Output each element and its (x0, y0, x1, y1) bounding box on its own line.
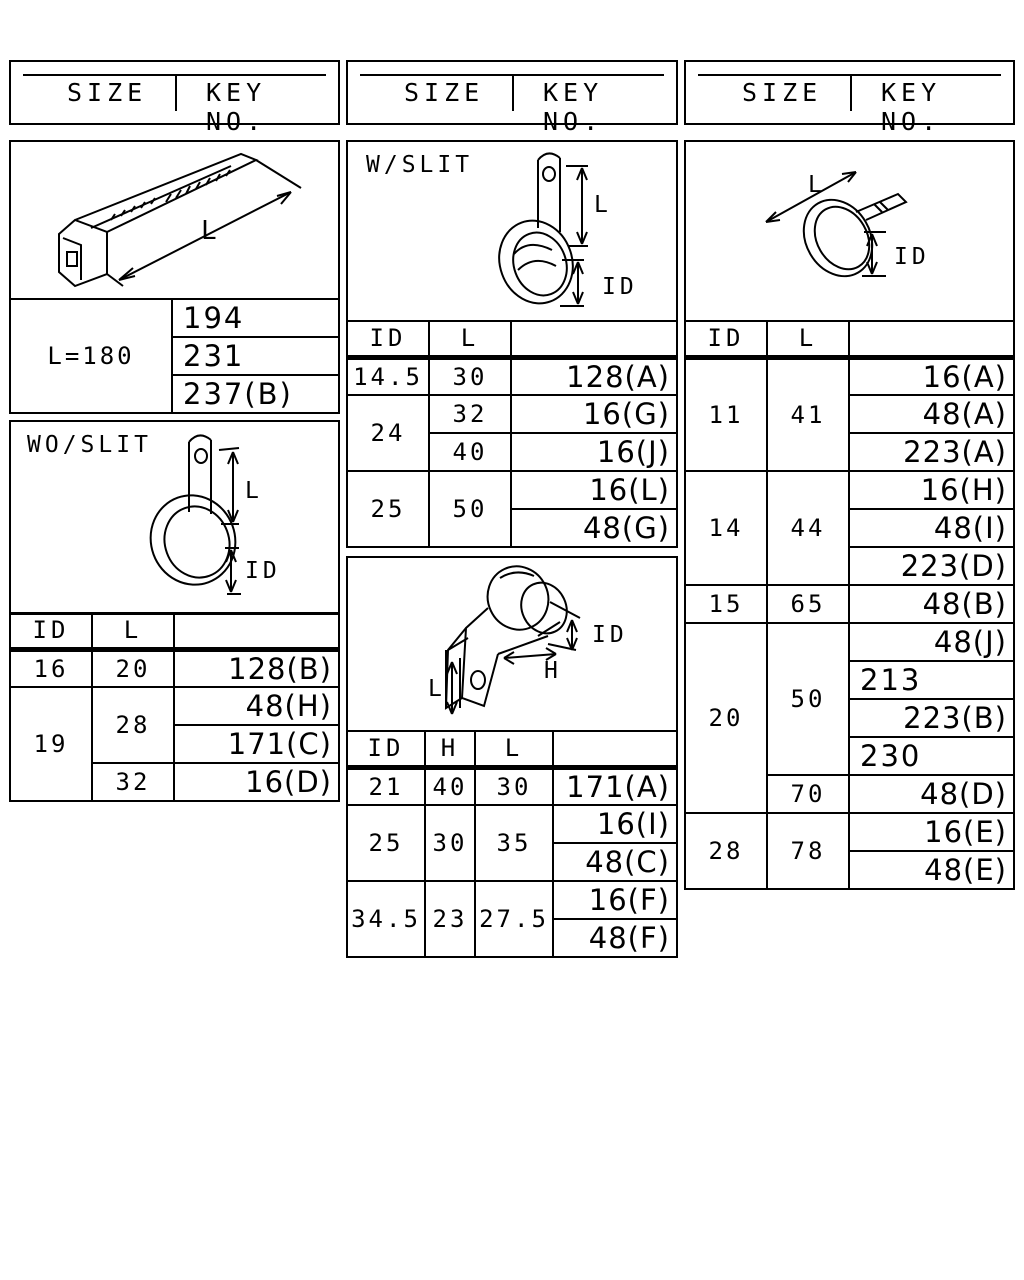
key-cell: 171(A) (553, 767, 677, 805)
l-cell: 20 (92, 649, 174, 687)
col-header-l: L (429, 321, 511, 357)
l-cell: 70 (767, 775, 849, 813)
id-cell: 14.5 (347, 357, 429, 395)
id-cell: 11 (685, 357, 767, 471)
col-header-key (511, 321, 677, 357)
key-cell: 16(G) (511, 395, 677, 433)
key-cell: 48(G) (511, 509, 677, 547)
col-header-h: H (425, 731, 475, 767)
key-cell: 223(A) (849, 433, 1014, 471)
wo-slit-table (9, 612, 340, 802)
cable-tie-drawing (11, 142, 342, 302)
size-header: SIZE (742, 78, 823, 107)
id-cell: 20 (685, 623, 767, 813)
dim-label-l: L (245, 478, 263, 504)
col-header-id: ID (10, 613, 92, 649)
key-no-header: KEY NO. (206, 78, 267, 136)
size-header: SIZE (67, 78, 148, 107)
id-cell: 25 (347, 471, 429, 547)
wo-slit-title: WO/SLIT (27, 432, 152, 458)
key-cell: 48(B) (849, 585, 1014, 623)
dim-label-l: L (428, 676, 446, 702)
key-cell: 230 (849, 737, 1014, 775)
id-cell: 15 (685, 585, 767, 623)
key-cell: 16(H) (849, 471, 1014, 509)
h-cell: 23 (425, 881, 475, 957)
l-cell: 30 (475, 767, 553, 805)
key-cell: 16(F) (553, 881, 677, 919)
l-cell: 30 (429, 357, 511, 395)
w-slit-table (346, 320, 678, 548)
saddle-clamp-figure (346, 556, 678, 732)
col-header-key (174, 613, 339, 649)
id-cell: 14 (685, 471, 767, 585)
l-cell: 44 (767, 471, 849, 585)
key-cell: 16(A) (849, 357, 1014, 395)
dim-label-h: H (544, 658, 562, 684)
l-cell: 32 (429, 395, 511, 433)
header-col2 (346, 60, 678, 136)
key-cell: 171(C) (174, 725, 339, 763)
key-no-header: KEY NO. (543, 78, 604, 136)
key-cell: 48(J) (849, 623, 1014, 661)
ring-clamp-drawing (686, 142, 1017, 324)
key-cell: 231 (172, 337, 339, 375)
l-cell: 35 (475, 805, 553, 881)
dim-label-l: L (808, 172, 826, 198)
key-cell: 48(I) (849, 509, 1014, 547)
l-cell: 50 (429, 471, 511, 547)
key-cell: 16(I) (553, 805, 677, 843)
id-cell: 34.5 (347, 881, 425, 957)
header-col1 (9, 60, 340, 136)
col-header-l: L (767, 321, 849, 357)
key-cell: 16(L) (511, 471, 677, 509)
l-cell: 40 (429, 433, 511, 471)
key-cell: 48(F) (553, 919, 677, 957)
wo-slit-clamp-drawing (11, 422, 342, 617)
dim-label-id: ID (592, 622, 628, 648)
ring-clamp-figure (684, 140, 1015, 322)
id-cell: 16 (10, 649, 92, 687)
l-cell: 50 (767, 623, 849, 775)
saddle-clamp-drawing (348, 558, 680, 734)
key-cell: 128(A) (511, 357, 677, 395)
key-cell: 48(E) (849, 851, 1014, 889)
dim-label-l: L (201, 216, 221, 246)
header-col3 (684, 60, 1015, 136)
l-cell: 32 (92, 763, 174, 801)
dim-label-id: ID (894, 244, 930, 270)
key-cell: 128(B) (174, 649, 339, 687)
col-header-id: ID (347, 321, 429, 357)
id-cell: 21 (347, 767, 425, 805)
id-cell: 25 (347, 805, 425, 881)
size-cell: L=180 (10, 299, 172, 413)
key-cell: 48(A) (849, 395, 1014, 433)
wo-slit-figure (9, 420, 340, 615)
l-cell: 41 (767, 357, 849, 471)
l-cell: 28 (92, 687, 174, 763)
key-no-header: KEY NO. (881, 78, 942, 136)
l-cell: 65 (767, 585, 849, 623)
key-cell: 48(C) (553, 843, 677, 881)
l-cell: 27.5 (475, 881, 553, 957)
size-header: SIZE (404, 78, 485, 107)
key-cell: 16(D) (174, 763, 339, 801)
key-cell: 223(D) (849, 547, 1014, 585)
dim-label-id: ID (245, 558, 281, 584)
col-header-id: ID (685, 321, 767, 357)
cable-tie-table (9, 298, 340, 414)
id-cell: 24 (347, 395, 429, 471)
key-cell: 237(B) (172, 375, 339, 413)
dim-label-id: ID (602, 274, 638, 300)
key-cell: 194 (172, 299, 339, 337)
l-cell: 78 (767, 813, 849, 889)
saddle-clamp-table (346, 730, 678, 958)
key-cell: 16(J) (511, 433, 677, 471)
col-header-key (849, 321, 1014, 357)
ring-clamp-table (684, 320, 1015, 890)
h-cell: 30 (425, 805, 475, 881)
key-cell: 213 (849, 661, 1014, 699)
col-header-id: ID (347, 731, 425, 767)
key-cell: 223(B) (849, 699, 1014, 737)
col-header-key (553, 731, 677, 767)
col-header-l: L (475, 731, 553, 767)
w-slit-figure (346, 140, 678, 322)
col-header-l: L (92, 613, 174, 649)
cable-tie-figure (9, 140, 340, 300)
key-cell: 16(E) (849, 813, 1014, 851)
dim-label-l: L (594, 192, 612, 218)
id-cell: 28 (685, 813, 767, 889)
id-cell: 19 (10, 687, 92, 801)
h-cell: 40 (425, 767, 475, 805)
w-slit-title: W/SLIT (366, 152, 474, 178)
key-cell: 48(D) (849, 775, 1014, 813)
key-cell: 48(H) (174, 687, 339, 725)
